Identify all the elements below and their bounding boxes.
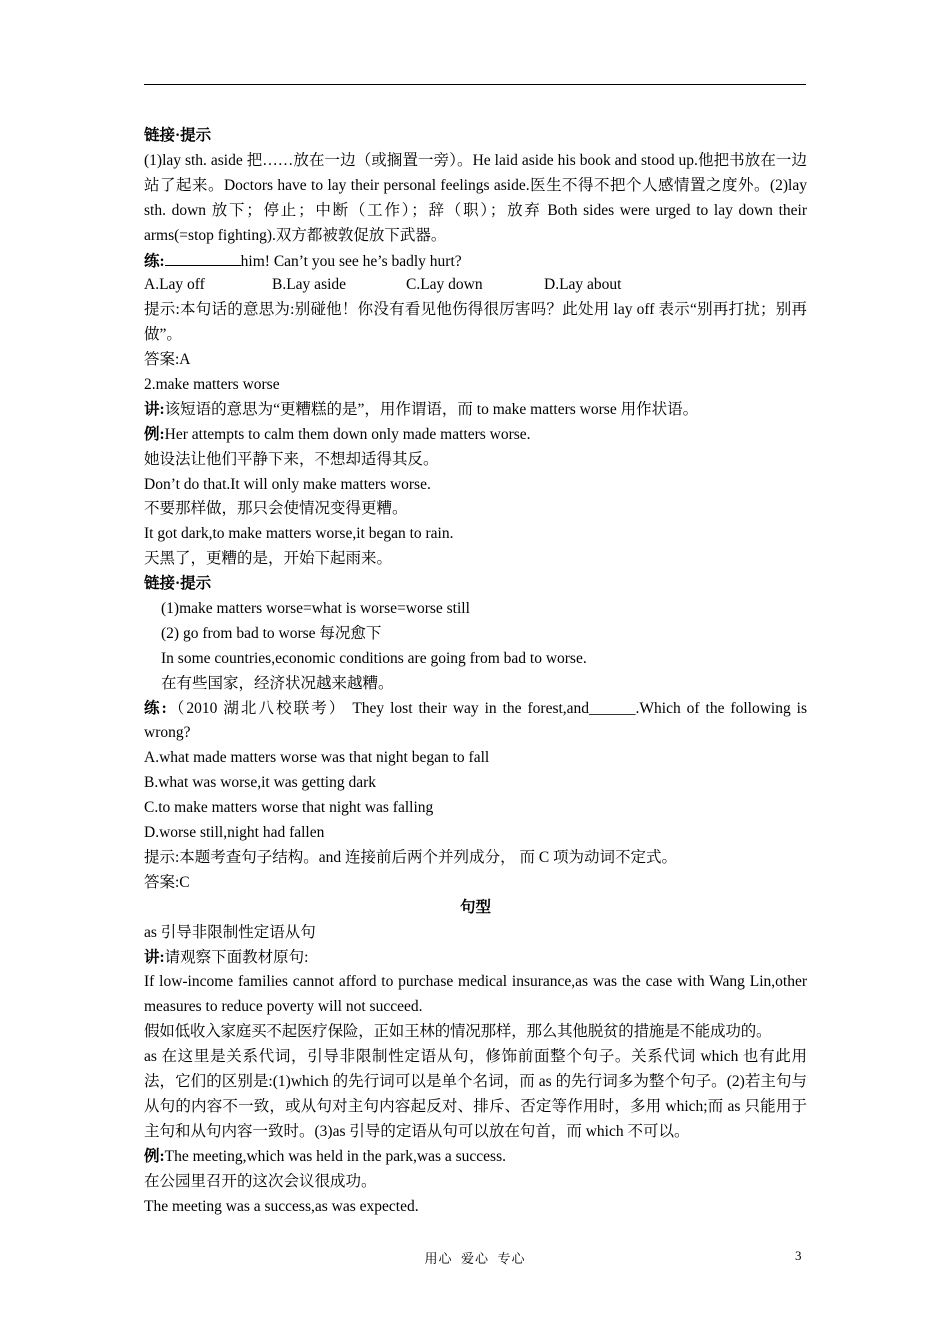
phrase-explanation: 讲:该短语的意思为“更糟糕的是”，用作谓语，而 to make matters worse 用作状语。	[144, 400, 699, 418]
textbook-sentence: If low-income families cannot afford to purchase medical insurance,as was the case with Wang Lin,other measures to reduce poverty will not succeed.	[144, 973, 807, 1016]
sentence-pattern-explanation: 讲:请观察下面教材原句:	[144, 948, 309, 966]
phrase-example-2-cn: 不要那样做，那只会使情况变得更糟。	[144, 500, 408, 518]
exercise-1-hint: 提示:本句话的意思为:别碰他！你没有看见他伤得很厉害吗？此处用 lay off 表示“别再打扰；别再做”。	[144, 301, 807, 344]
pattern-example-1: 例:The meeting,which was held in the park,was a success.	[144, 1147, 506, 1165]
section-title: 句型	[459, 898, 491, 916]
link-hint-paragraph: (1)lay sth. aside 把……放在一边（或搁置一旁）。He laid aside his book and stood up.他把书放在一边站了起来。Doctors have to lay their personal feelings aside.医生不得不把个人感情置之度外。(2)lay sth. down 放下；停止；中断（工作）；辞（职）；放弃 Both sides were urged to lay down their arms(=stop fighting).双方都被敦促放下武器。	[144, 151, 807, 244]
link-hint-item-1: (1)make matters worse=what is worse=worse still	[161, 600, 470, 618]
exercise-2-option-b: B.what was worse,it was getting dark	[144, 774, 377, 792]
blank-line	[165, 249, 241, 266]
exercise-1: 练: him! Can’t you see he’s badly hurt?	[144, 249, 807, 274]
pattern-example-2: The meeting was a success,as was expected.	[144, 1197, 419, 1215]
phrase-example-3-cn: 天黑了，更糟的是，开始下起雨来。	[144, 550, 393, 568]
exercise-1-options: A.Lay off B.Lay aside C.Lay down D.Lay about	[144, 276, 622, 294]
page-footer	[0, 1248, 950, 1268]
link-hint-item-4: 在有些国家，经济状况越来越糟。	[161, 674, 394, 692]
exercise-2-hint: 提示:本题考查句子结构。and 连接前后两个并列成分， 而 C 项为动词不定式。	[144, 848, 678, 866]
footer-motto: 用心 爱心 专心	[424, 1251, 526, 1266]
section-heading-link-hint: 链接·提示	[144, 127, 212, 144]
pattern-example-1-cn: 在公园里召开的这次会议很成功。	[144, 1172, 377, 1190]
textbook-sentence-cn: 假如低收入家庭买不起医疗保险，正如王林的情况那样，那么其他脱贫的措施是不能成功的。	[144, 1023, 772, 1041]
page-body	[144, 124, 807, 1219]
exercise-2-answer: 答案:C	[144, 873, 190, 891]
phrase-example-1: 例:Her attempts to calm them down only made matters worse.	[144, 425, 531, 443]
header-rule	[144, 84, 806, 85]
sentence-pattern-subtitle: as 引导非限制性定语从句	[144, 923, 316, 941]
link-hint-item-2: (2) go from bad to worse 每况愈下	[161, 624, 382, 642]
section-heading-link-hint-2: 链接·提示	[144, 575, 212, 593]
page-number: 3	[795, 1248, 802, 1263]
phrase-example-2: Don’t do that.It will only make matters worse.	[144, 475, 431, 493]
exercise-1-answer: 答案:A	[144, 351, 191, 369]
grammar-explanation: as 在这里是关系代词，引导非限制性定语从句，修饰前面整个句子。关系代词 which 也有此用法，它们的区别是:(1)which 的先行词可以是单个名词，而 as 的先行词多为整个句子。(2)若主句与从句的内容不一致，或从句对主句内容起反对、排斥、否定等作用时，多用 which;而 as 只能用于主句和从句内容一致时。(3)as 引导的定语从句可以放在句首，而 which 不可以。	[144, 1048, 807, 1140]
phrase-example-1-cn: 她设法让他们平静下来，不想却适得其反。	[144, 450, 439, 468]
exercise-2-option-d: D.worse still,night had fallen	[144, 824, 325, 842]
link-hint-item-3: In some countries,economic conditions are going from bad to worse.	[161, 649, 587, 667]
phrase-title: 2.make matters worse	[144, 376, 280, 393]
exercise-2-option-c: C.to make matters worse that night was falling	[144, 799, 434, 817]
exercise-2-option-a: A.what made matters worse was that night began to fall	[144, 749, 490, 767]
phrase-example-3: It got dark,to make matters worse,it began to rain.	[144, 525, 454, 543]
exercise-2: 练:（2010 湖北八校联考） They lost their way in the forest,and______.Which of the following is wrong?	[144, 699, 807, 742]
